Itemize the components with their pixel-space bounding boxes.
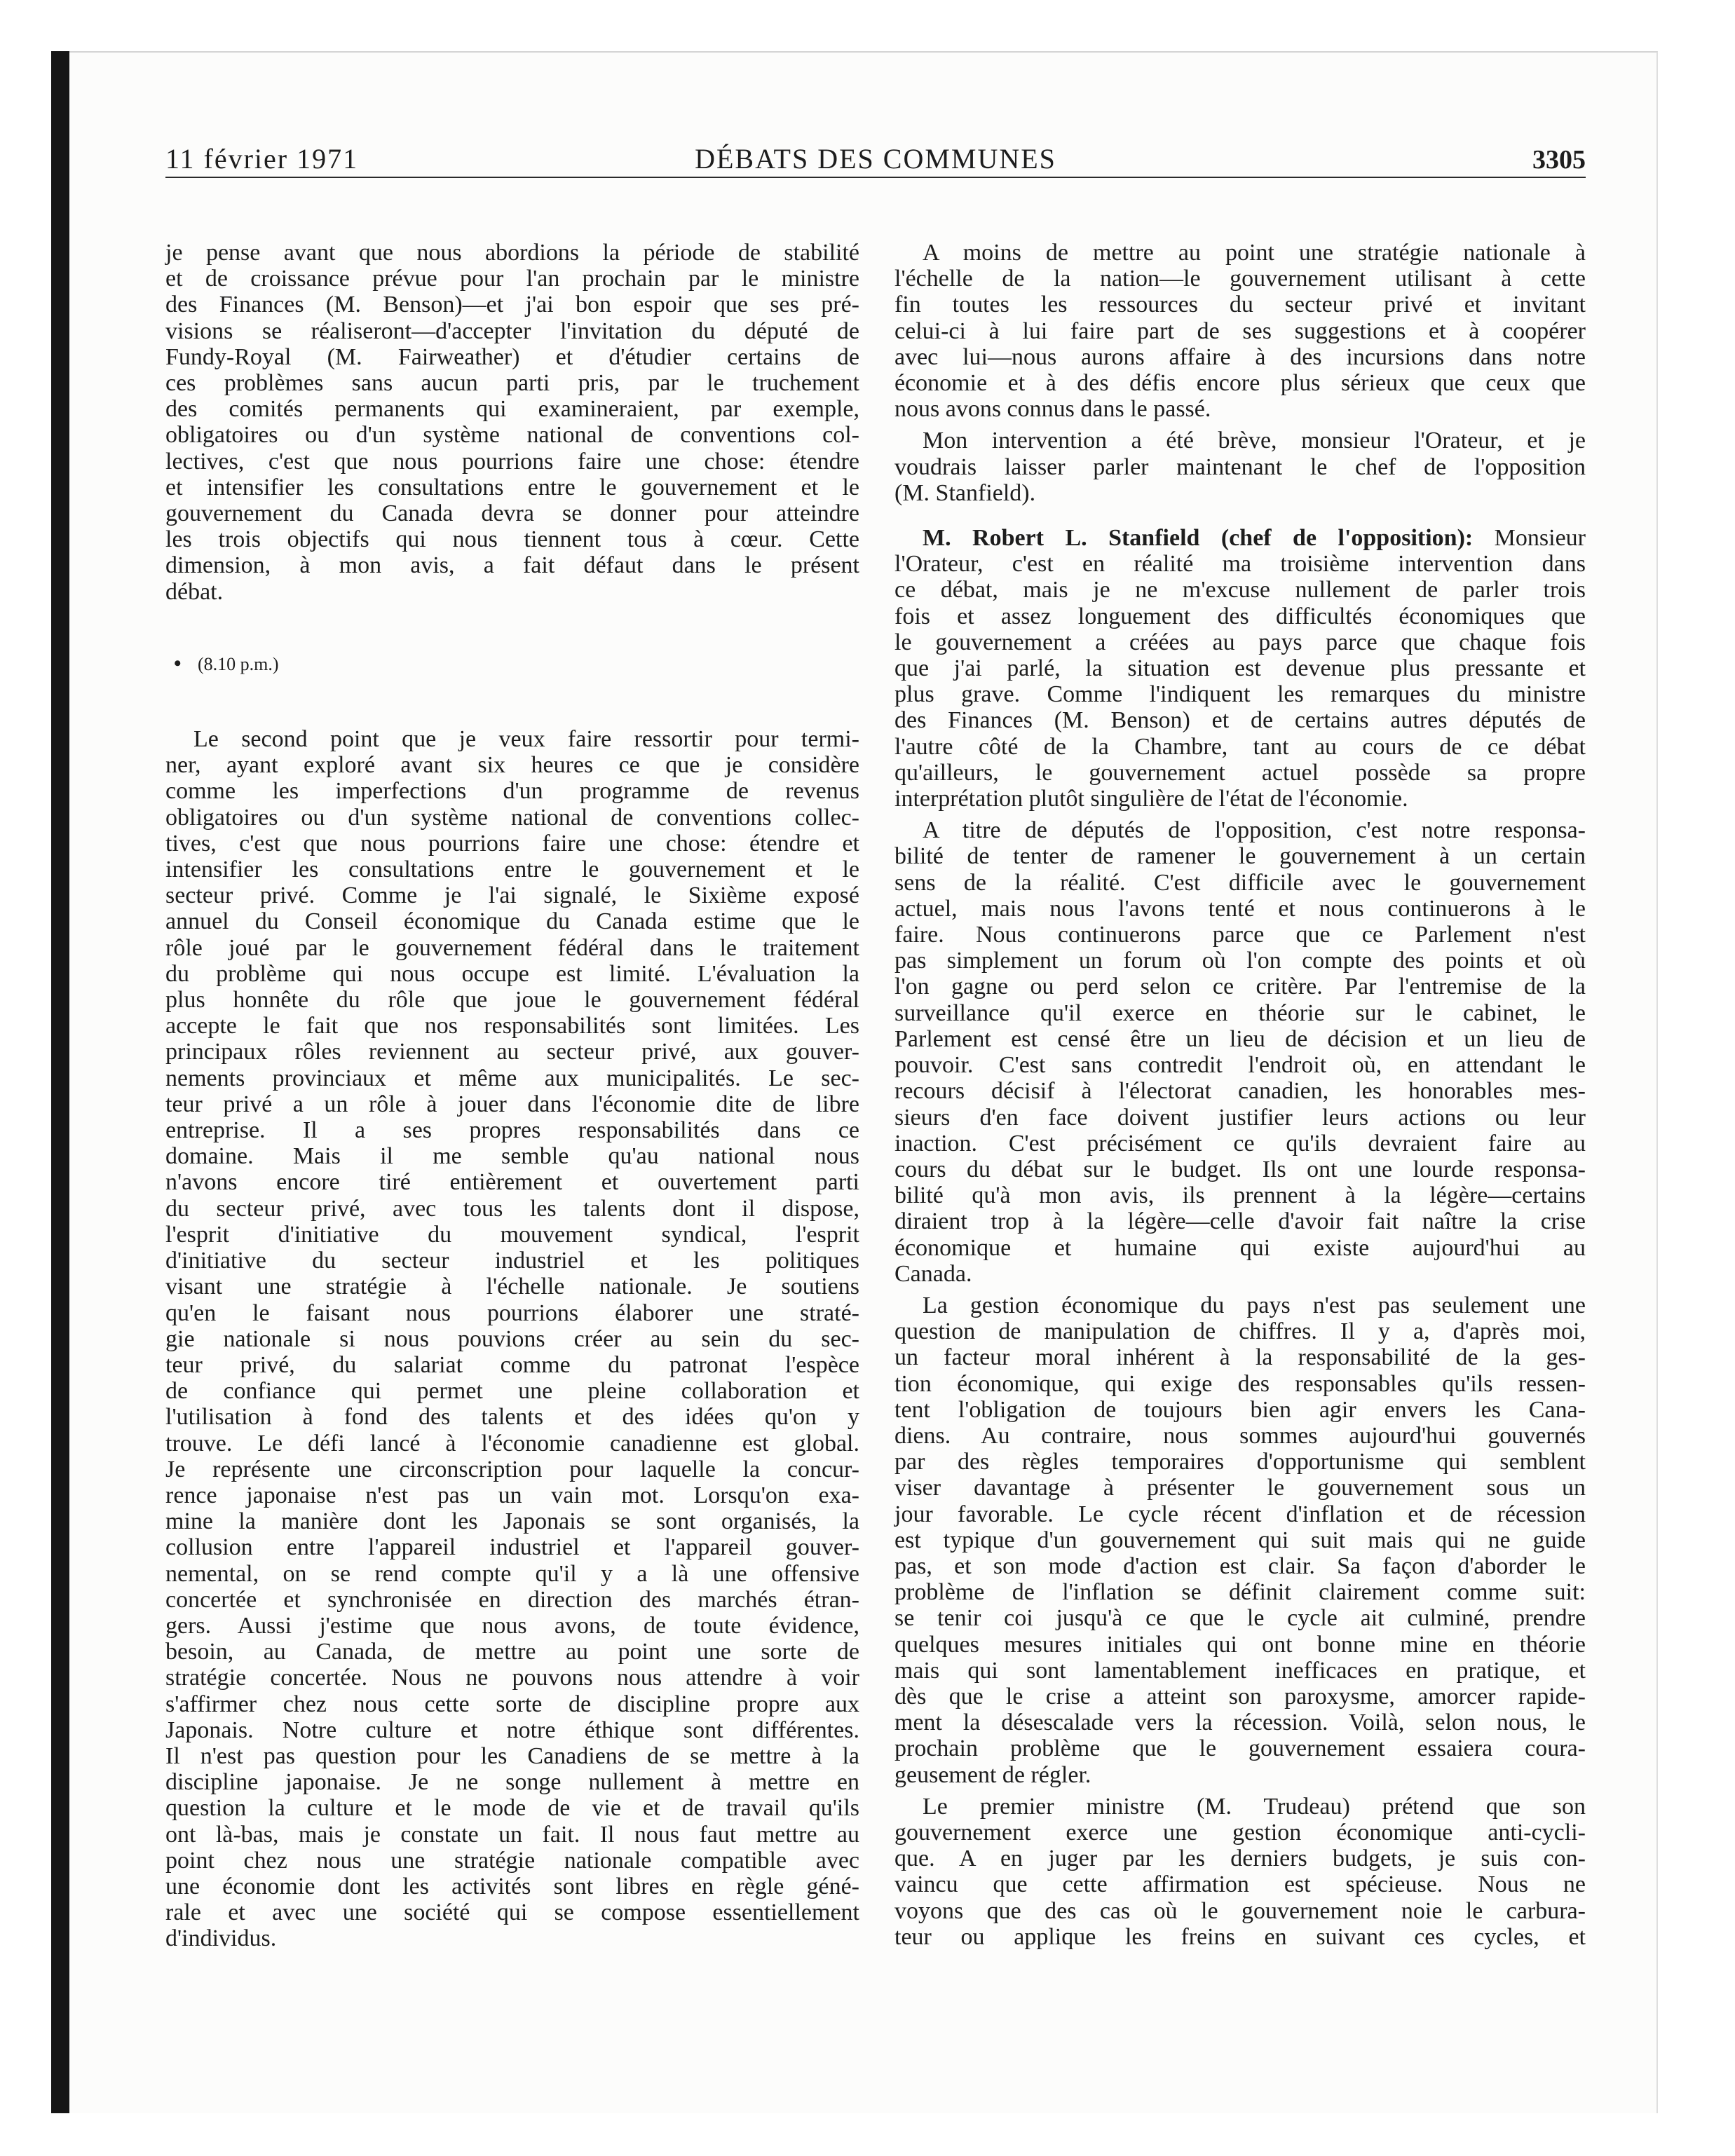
text-line: quelques mesures initiales qui ont bonne mine en théorie bbox=[894, 1631, 1586, 1658]
text-line: mais qui sont lamentablement inefficaces en pratique, et bbox=[894, 1657, 1586, 1684]
header-rule bbox=[165, 177, 1586, 178]
text-line: une économie dont les activités sont libres en règle géné- bbox=[165, 1873, 859, 1899]
text-line: ment la désescalade vers la récession. Voilà, selon nous, le bbox=[894, 1710, 1586, 1736]
text-line: nous avons connus dans le passé. bbox=[894, 396, 1211, 423]
text-line: ner, ayant exploré avant six heures ce que je considère bbox=[165, 752, 859, 779]
text-line: l'utilisation à fond des talents et des idées qu'on y bbox=[165, 1404, 859, 1431]
text-line: mine la manière dont les Japonais se sont organisés, la bbox=[165, 1508, 859, 1535]
paragraph bbox=[165, 240, 859, 605]
text-line: gers. Aussi j'estime que nous avons, de toute évidence, bbox=[165, 1612, 859, 1639]
text-line: question la culture et le mode de vie et de travail qu'ils bbox=[165, 1795, 859, 1822]
page-number: 3305 bbox=[1532, 145, 1586, 175]
text-line: économie et à des défis encore plus sérieux que ceux que bbox=[894, 370, 1586, 397]
text-line: geusement de régler. bbox=[894, 1761, 1091, 1788]
text-line: domaine. Mais il me semble qu'au national nous bbox=[165, 1143, 859, 1170]
text-line: de confiance qui permet une pleine collaboration et bbox=[165, 1378, 859, 1405]
text-line: Parlement est censé être un lieu de décision et un lieu de bbox=[894, 1025, 1586, 1052]
text-line: rale et avec une société qui se compose essentiellement bbox=[165, 1899, 859, 1926]
text-line: tent l'obligation de toujours bien agir envers les Cana- bbox=[894, 1396, 1586, 1423]
paragraph bbox=[165, 726, 859, 1952]
text-line: gie nationale si nous pouvions créer au sein du sec- bbox=[165, 1325, 859, 1352]
text-line: nements provinciaux et même aux municipalités. Le sec- bbox=[165, 1065, 859, 1091]
text-line: entreprise. Il a ses propres responsabilités dans ce bbox=[165, 1117, 859, 1144]
text-line: bilité qu'à mon avis, ils prennent à la légère—certains bbox=[894, 1182, 1586, 1209]
text-line: qu'ailleurs, le gouvernement actuel possède sa propre bbox=[894, 759, 1586, 786]
text-line: Fundy-Royal (M. Fairweather) et d'étudier certains de bbox=[165, 343, 859, 370]
text-line: inaction. C'est précisément ce qu'ils devraient faire au bbox=[894, 1130, 1586, 1157]
text-line: un facteur moral inhérent à la responsabilité de la ges- bbox=[894, 1344, 1586, 1371]
text-line: vaincu que cette affirmation est spécieuse. Nous ne bbox=[894, 1871, 1586, 1898]
text-line: qu'en le faisant nous pourrions élaborer une straté- bbox=[165, 1299, 859, 1326]
text-line: obligatoires ou d'un système national de conventions col- bbox=[165, 422, 859, 449]
text-line: bilité de tenter de ramener le gouvernement à un certain bbox=[894, 843, 1586, 870]
text-line: question de manipulation de chiffres. Il y a, d'après moi, bbox=[894, 1318, 1586, 1345]
text-line: dimension, à mon avis, a fait défaut dans le présent bbox=[165, 552, 859, 579]
text-line: plus honnête du rôle que joue le gouvernement fédéral bbox=[165, 987, 859, 1014]
text-line: Canada. bbox=[894, 1260, 972, 1287]
text-line: et de croissance prévue pour l'an prochain par le ministre bbox=[165, 266, 859, 292]
text-line: dès que le crise a atteint son paroxysme, amorcer rapide- bbox=[894, 1683, 1586, 1710]
text-line: point chez nous une stratégie nationale compatible avec bbox=[165, 1847, 859, 1874]
left-column bbox=[165, 240, 859, 1952]
text-line: je pense avant que nous abordions la période de stabilité bbox=[165, 240, 859, 266]
text-line: sieurs d'en face doivent justifier leurs actions ou leur bbox=[894, 1104, 1586, 1131]
speaker-name: M. Robert L. Stanfield (chef de l'opposition): bbox=[923, 525, 1474, 552]
text-line: (M. Stanfield). bbox=[894, 479, 1036, 506]
text-line bbox=[894, 525, 1586, 551]
text-line: besoin, au Canada, de mettre au point une sorte de bbox=[165, 1639, 859, 1665]
text-line: voyons que des cas où le gouvernement noie le carbura- bbox=[894, 1897, 1586, 1924]
text-line: que j'ai parlé, la situation est devenue plus pressante et bbox=[894, 655, 1586, 682]
text-line: des Finances (M. Benson)—et j'ai bon espoir que ses pré- bbox=[165, 292, 859, 318]
text-line: pouvoir. C'est sans contredit l'endroit où, en attendant le bbox=[894, 1052, 1586, 1079]
text-line: ont là-bas, mais je constate un fait. Il nous faut mettre au bbox=[165, 1821, 859, 1848]
text-line: teur privé, du salariat comme du patronat l'espèce bbox=[165, 1351, 859, 1378]
header-title: DÉBATS DES COMMUNES bbox=[695, 143, 1056, 175]
text-line: fin toutes les ressources du secteur privé et invitant bbox=[894, 292, 1586, 318]
text-line: Mon intervention a été brève, monsieur l'Orateur, et je bbox=[923, 428, 1586, 454]
text-line: du secteur privé, avec tous les talents dont il dispose, bbox=[165, 1195, 859, 1222]
paragraph bbox=[894, 428, 1586, 506]
text-line: faire. Nous continuerons parce que ce Parlement n'est bbox=[894, 922, 1586, 948]
text-line: teur privé a un rôle à jouer dans l'économie dite de libre bbox=[165, 1091, 859, 1117]
text-line: fois et assez longuement des difficultés économiques que bbox=[894, 603, 1586, 629]
text-line: ces problèmes sans aucun parti pris, par le truchement bbox=[165, 370, 859, 397]
text-line: rence japonaise n'est pas un vain mot. Lorsqu'on exa- bbox=[165, 1482, 859, 1508]
text-line: est typique d'un gouvernement qui suit mais qui ne guide bbox=[894, 1527, 1586, 1553]
speaker-paragraph bbox=[894, 525, 1586, 812]
text-line: les trois objectifs qui nous tiennent tous à cœur. Cette bbox=[165, 526, 859, 553]
text-line: trouve. Le défi lancé à l'économie canadienne est global. bbox=[165, 1430, 859, 1456]
text-line: ce débat, mais je ne m'excuse nullement de parler trois bbox=[894, 577, 1586, 603]
text-line: cours du débat sur le budget. Ils ont une lourde responsa- bbox=[894, 1156, 1586, 1182]
text-line: lectives, c'est que nous pourrions faire une chose: étendre bbox=[165, 448, 859, 475]
text-line: par des règles temporaires d'opportunisme qui semblent bbox=[894, 1449, 1586, 1475]
text-line: discipline japonaise. Je ne songe nullement à mettre en bbox=[165, 1769, 859, 1796]
text-line: l'Orateur, c'est en réalité ma troisième intervention dans bbox=[894, 551, 1586, 578]
text-line: Le premier ministre (M. Trudeau) prétend que son bbox=[923, 1793, 1586, 1820]
text-line: pas, et son mode d'action est clair. Sa façon d'aborder le bbox=[894, 1553, 1586, 1579]
line-text: Monsieur bbox=[1494, 525, 1586, 552]
text-line: visant une stratégie à l'échelle nationale. Je soutiens bbox=[165, 1274, 859, 1300]
text-line: gouvernement du Canada devra se donner pour atteindre bbox=[165, 500, 859, 527]
text-line: diraient trop à la légère—celle d'avoir fait naître la crise bbox=[894, 1208, 1586, 1235]
text-line: problème de l'inflation se définit clairement comme suit: bbox=[894, 1579, 1586, 1606]
text-line: le gouvernement a créées au pays parce que chaque fois bbox=[894, 629, 1586, 655]
text-line: diens. Au contraire, nous sommes aujourd'hui gouvernés bbox=[894, 1422, 1586, 1449]
text-line: d'initiative du secteur industriel et les politiques bbox=[165, 1248, 859, 1274]
text-line: avec lui—nous aurons affaire à des incursions dans notre bbox=[894, 343, 1586, 370]
text-line: visions se réaliseront—d'accepter l'invitation du député de bbox=[165, 318, 859, 344]
text-line: des Finances (M. Benson) et de certains autres députés de bbox=[894, 707, 1586, 734]
time-marker bbox=[165, 650, 859, 676]
text-line: comme les imperfections d'un programme de revenus bbox=[165, 778, 859, 805]
text-line: des comités permanents qui examineraient, par exemple, bbox=[165, 396, 859, 423]
text-line: tives, c'est que nous pourrions faire une chose: étendre et bbox=[165, 830, 859, 857]
paragraph bbox=[894, 240, 1586, 422]
paragraph bbox=[894, 1292, 1586, 1788]
text-line: sens de la réalité. C'est difficile avec le gouvernement bbox=[894, 869, 1586, 896]
text-line: n'avons encore tiré entièrement et ouvertement parti bbox=[165, 1169, 859, 1196]
text-line: obligatoires ou d'un système national de conventions collec- bbox=[165, 804, 859, 831]
header-date: 11 février 1971 bbox=[165, 143, 359, 175]
text-line: que. A en juger par les derniers budgets, je suis con- bbox=[894, 1845, 1586, 1872]
scan-edge-bar bbox=[51, 51, 69, 2113]
text-line: celui-ci à lui faire part de ses suggestions et à coopérer bbox=[894, 318, 1586, 344]
text-line: concertée et synchronisée en direction des marchés étran- bbox=[165, 1586, 859, 1613]
text-line: viser davantage à présenter le gouvernement sous un bbox=[894, 1475, 1586, 1501]
paragraph bbox=[894, 1794, 1586, 1950]
text-line: plus grave. Comme l'indiquent les remarques du ministre bbox=[894, 681, 1586, 708]
text-line: principaux rôles reviennent au secteur privé, aux gouver- bbox=[165, 1039, 859, 1065]
text-line: annuel du Conseil économique du Canada estime que le bbox=[165, 908, 859, 935]
text-line: A moins de mettre au point une stratégie nationale à bbox=[923, 240, 1586, 266]
text-line: l'esprit d'initiative du mouvement syndical, l'esprit bbox=[165, 1221, 859, 1248]
text-line: gouvernement exerce une gestion économique anti-cycli- bbox=[894, 1819, 1586, 1845]
text-line: se tenir coi jusqu'à ce que le cycle ait culminé, prendre bbox=[894, 1605, 1586, 1632]
text-line: collusion entre l'appareil industriel et l'appareil gouver- bbox=[165, 1534, 859, 1561]
text-line: stratégie concertée. Nous ne pouvons nous attendre à voir bbox=[165, 1665, 859, 1691]
text-line: l'autre côté de la Chambre, tant au cours de ce débat bbox=[894, 733, 1586, 760]
text-line: surveillance qu'il exerce en théorie sur le cabinet, le bbox=[894, 999, 1586, 1026]
text-line: accepte le fait que nos responsabilités sont limitées. Les bbox=[165, 1013, 859, 1039]
text-line: et intensifier les consultations entre le gouvernement et le bbox=[165, 474, 859, 500]
text-line: d'individus. bbox=[165, 1925, 277, 1952]
text-line: A titre de députés de l'opposition, c'est notre responsa- bbox=[923, 817, 1586, 844]
text-line: débat. bbox=[165, 578, 224, 605]
text-line: Je représente une circonscription pour laquelle la concur- bbox=[165, 1456, 859, 1482]
text-line: Japonais. Notre culture et notre éthique sont différentes. bbox=[165, 1717, 859, 1743]
text-line: nemental, on se rend compte qu'il y a là une offensive bbox=[165, 1560, 859, 1587]
text-line: voudrais laisser parler maintenant le chef de l'opposition bbox=[894, 453, 1586, 480]
text-line: Le second point que je veux faire ressortir pour termi- bbox=[193, 726, 859, 753]
text-line: rôle joué par le gouvernement fédéral dans le traitement bbox=[165, 934, 859, 961]
text-line: pas simplement un forum où l'on compte des points et où bbox=[894, 948, 1586, 974]
text-line: économique et humaine qui existe aujourd'hui au bbox=[894, 1234, 1586, 1261]
text-line: Il n'est pas question pour les Canadiens de se mettre à la bbox=[165, 1742, 859, 1769]
bullet-icon: • bbox=[174, 651, 182, 675]
right-column bbox=[894, 240, 1586, 1950]
text-line: actuel, mais nous l'avons tenté et nous continuerons à le bbox=[894, 895, 1586, 922]
running-header bbox=[165, 144, 1586, 175]
text-line: prochain problème que le gouvernement essaiera coura- bbox=[894, 1735, 1586, 1762]
text-line: teur ou applique les freins en suivant ces cycles, et bbox=[894, 1923, 1586, 1950]
text-line: intensifier les consultations entre le gouvernement et le bbox=[165, 857, 859, 883]
text-line: du problème qui nous occupe est limité. L'évaluation la bbox=[165, 960, 859, 987]
text-line: tion économique, qui exige des responsables qu'ils ressen- bbox=[894, 1370, 1586, 1397]
text-line: jour favorable. Le cycle récent d'inflation et de récession bbox=[894, 1501, 1586, 1527]
time-marker-text: (8.10 p.m.) bbox=[198, 653, 279, 674]
text-line: La gestion économique du pays n'est pas seulement une bbox=[923, 1292, 1586, 1318]
paragraph bbox=[894, 817, 1586, 1287]
text-line: s'affirmer chez nous cette sorte de discipline propre aux bbox=[165, 1691, 859, 1717]
text-line: secteur privé. Comme je l'ai signalé, le Sixième exposé bbox=[165, 882, 859, 909]
text-line: l'on gagne ou perd selon ce critère. Par l'entremise de la bbox=[894, 974, 1586, 1000]
text-line: l'échelle de la nation—le gouvernement utilisant à cette bbox=[894, 266, 1586, 292]
text-line: interprétation plutôt singulière de l'état de l'économie. bbox=[894, 786, 1408, 812]
text-line: recours décisif à l'électorat canadien, les honorables mes- bbox=[894, 1078, 1586, 1105]
